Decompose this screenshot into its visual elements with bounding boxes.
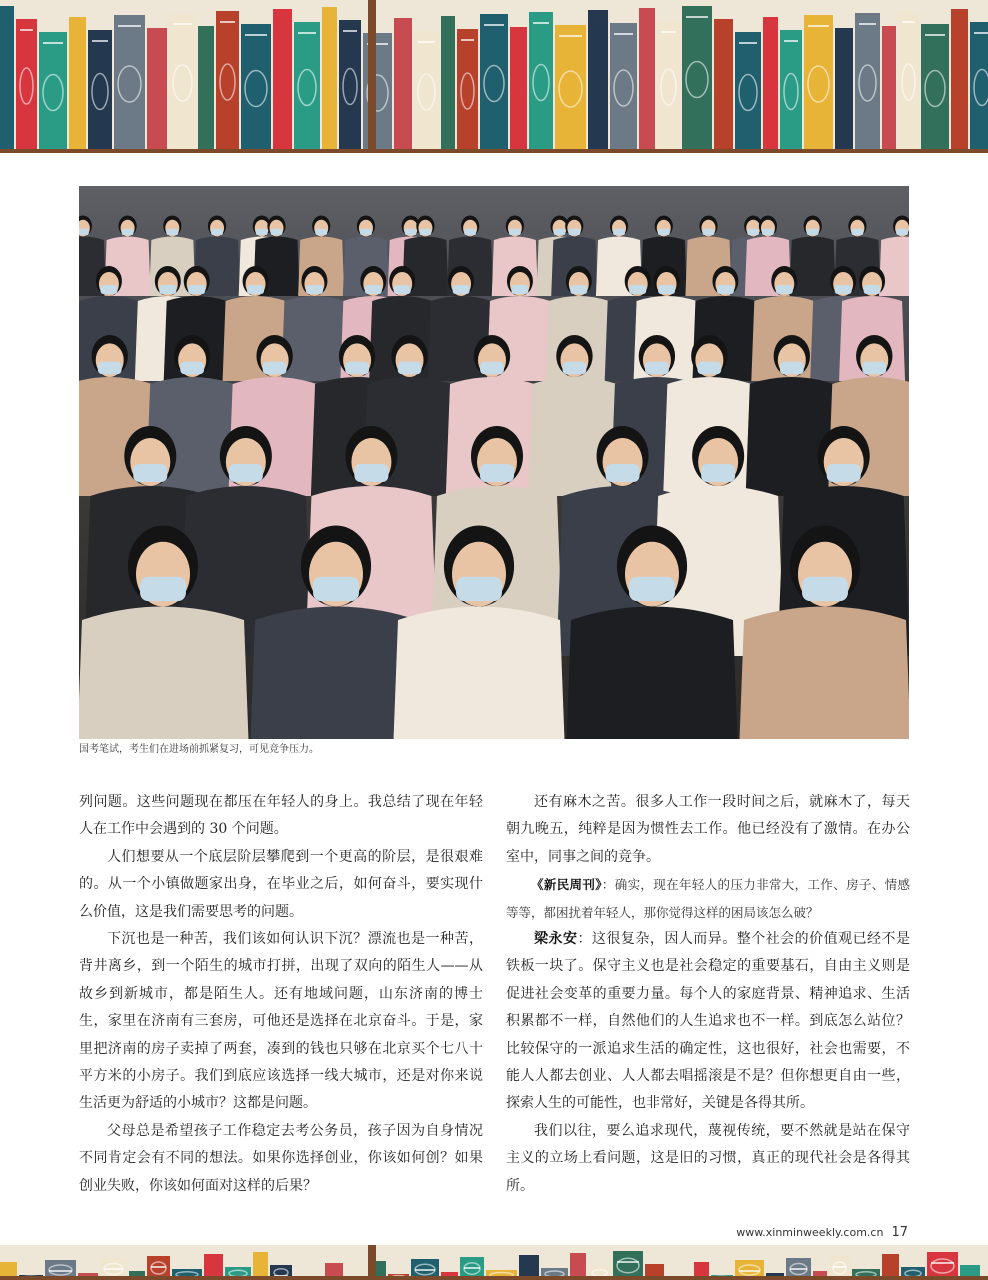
bookshelf-illustration xyxy=(0,1245,988,1280)
photo-caption: 国考笔试，考生们在进场前抓紧复习，可见竞争压力。 xyxy=(79,744,319,755)
paragraph: 下沉也是一种苦，我们该如何认识下沉？漂流也是一种苦，背井离乡，到一个陌生的城市打拼，出现了双向的陌生人——从故乡到新城市，都是陌生人。还有地域问题，山东济南的博士生，家里在济南有三套房，可他还是选择在北京奋斗。于是，家里把济南的房子卖掉了两套，凑到的钱也只够在北京买个七八十平方米的小房子。我们到底应该选择一线大城市，还是对你来说生活更为舒适的小城市？这都是问题。 xyxy=(79,931,483,1112)
paragraph: 我们以往，要么追求现代，蔑视传统，要不然就是站在保守主义的立场上看问题，这是旧的习惯，真正的现代社会是各得其所。 xyxy=(506,1122,910,1194)
paragraph: 父母总是希望孩子工作稳定去考公务员，孩子因为自身情况不同肯定会有不同的想法。如果你选择创业，你该如何创？如果创业失败，你该如何面对这样的后果？ xyxy=(79,1122,483,1194)
book-spine xyxy=(510,27,527,153)
book-spine xyxy=(0,6,14,153)
book-spine xyxy=(951,9,968,153)
answer-speaker: 梁永安 xyxy=(534,931,578,948)
book-spine xyxy=(639,8,655,153)
bookshelf-illustration xyxy=(0,0,988,153)
book-spine xyxy=(394,18,412,153)
book-spine xyxy=(763,17,778,153)
question-text: ：确实，现在年轻人的压力非常大，工作、房子、情感等等，都困扰着年轻人，那你觉得这样的困局该怎么破？ xyxy=(506,877,910,920)
interview-answer xyxy=(506,926,910,1118)
book-spine xyxy=(273,9,292,153)
article-column-right xyxy=(506,789,910,1200)
book-spine xyxy=(970,22,988,153)
answer-text: ：这很复杂，因人而异。整个社会的价值观已经不是铁板一块了。保守主义也是社会稳定的重要基石，自由主义则是促进社会变革的重要力量。每个人的家庭背景、精神追求、生活积累都不一样，自然他们的人生追求也不一样。到底怎么站位？比较保守的一派追求生活的确定性，这也很好，社会也需要，不能人人都去创业、人人都去唱摇滚是不是？但你想更自由一些，探索人生的可能性，也非常好，关键是各得其所。 xyxy=(506,931,911,1112)
website-url: www.xinminweekly.com.cn xyxy=(736,1226,884,1239)
book-spine xyxy=(147,28,167,153)
paragraph: 列问题。这些问题现在都压在年轻人的身上。我总结了现在年轻人在工作中会遇到的 30 个问题。 xyxy=(79,794,483,838)
bookshelf-banner-top xyxy=(0,0,988,153)
crowd-photo xyxy=(79,186,909,739)
book-spine xyxy=(898,11,919,153)
question-speaker: 《新民周刊》 xyxy=(531,877,602,893)
article-column-left xyxy=(79,789,483,1200)
book-spine xyxy=(714,19,733,153)
book-spine xyxy=(835,28,853,153)
book-spine xyxy=(198,26,214,153)
paragraph: 人们想要从一个底层阶层攀爬到一个更高的阶层，是很艰难的。从一个小镇做题家出身，在毕业之后，如何奋斗，要实现什么价值，这是我们需要思考的问题。 xyxy=(79,848,483,920)
paragraph: 还有麻木之苦。很多人工作一段时间之后，就麻木了，每天朝九晚五，纯粹是因为惯性去工作。他已经没有了激情。在办公室中，同事之间的竞争。 xyxy=(506,794,910,865)
book-spine xyxy=(322,7,337,153)
book-spine xyxy=(570,1253,586,1280)
page-footer xyxy=(736,1225,908,1240)
book-spine xyxy=(69,17,86,153)
crowd-of-masked-students-image xyxy=(79,186,909,739)
book-spine xyxy=(457,29,478,153)
page-number: 17 xyxy=(891,1225,908,1240)
book-spine xyxy=(253,1252,268,1280)
bookshelf-banner-bottom xyxy=(0,1245,988,1280)
book-spine xyxy=(16,19,37,153)
book-spine xyxy=(588,10,608,153)
book-spine xyxy=(882,26,896,153)
interview-question xyxy=(506,871,910,926)
book-spine xyxy=(441,16,455,153)
